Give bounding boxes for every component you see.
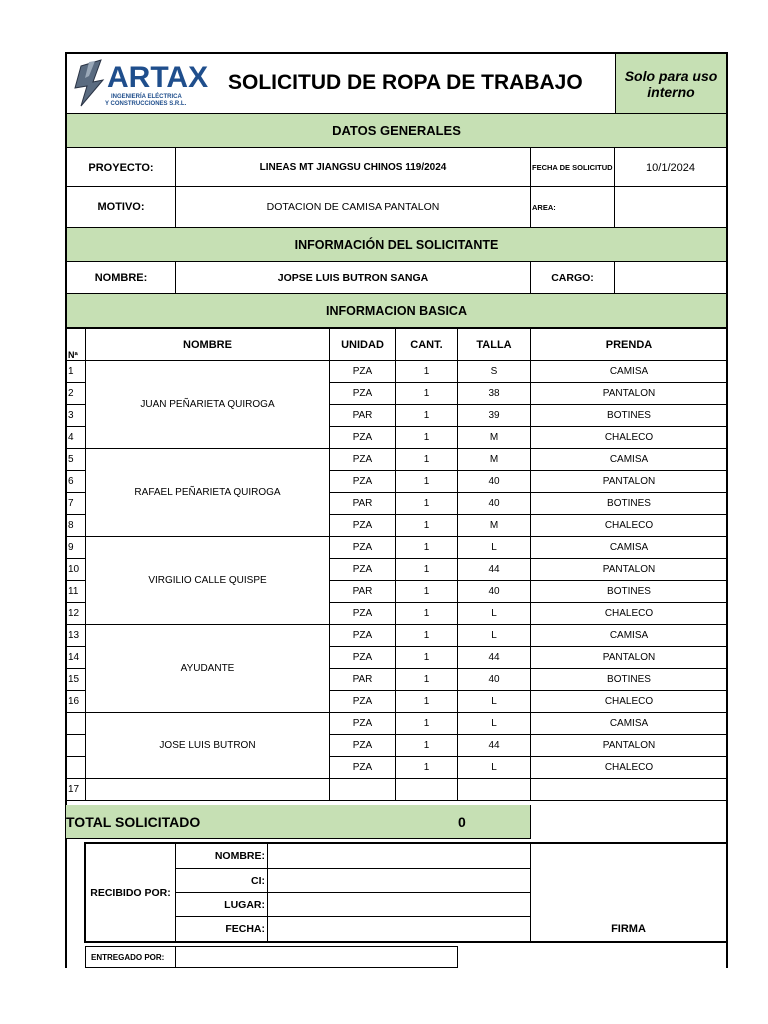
cell-unidad[interactable]: PZA bbox=[330, 515, 396, 537]
internal-use-label: Solo para uso interno bbox=[615, 54, 726, 113]
cell-cant[interactable]: 1 bbox=[396, 735, 458, 757]
cell-talla[interactable]: 44 bbox=[458, 735, 531, 757]
cell-unidad[interactable]: PZA bbox=[330, 757, 396, 779]
table-row bbox=[67, 537, 728, 559]
worker-name[interactable]: JOSE LUIS BUTRON bbox=[86, 713, 330, 779]
cell-cant[interactable]: 1 bbox=[396, 581, 458, 603]
cell-prenda[interactable]: CAMISA bbox=[531, 537, 728, 559]
row-number bbox=[67, 713, 86, 735]
cell-talla[interactable]: M bbox=[458, 449, 531, 471]
cell-cant[interactable] bbox=[396, 779, 458, 801]
cell-talla[interactable]: L bbox=[458, 713, 531, 735]
section-informacion-basica: INFORMACION BASICA bbox=[67, 293, 726, 328]
cell-unidad[interactable]: PZA bbox=[330, 713, 396, 735]
cell-prenda[interactable]: CHALECO bbox=[531, 603, 728, 625]
cell-prenda[interactable]: PANTALON bbox=[531, 647, 728, 669]
cell-talla[interactable]: S bbox=[458, 361, 531, 383]
cell-prenda[interactable]: BOTINES bbox=[531, 405, 728, 427]
cell-talla[interactable]: M bbox=[458, 515, 531, 537]
cell-talla[interactable]: L bbox=[458, 757, 531, 779]
proyecto-value[interactable]: LINEAS MT JIANGSU CHINOS 119/2024 bbox=[176, 148, 531, 187]
cell-prenda[interactable]: CHALECO bbox=[531, 515, 728, 537]
worker-name[interactable] bbox=[86, 779, 330, 801]
proyecto-label: PROYECTO: bbox=[67, 148, 176, 187]
recibido-ci-label: CI: bbox=[176, 869, 268, 893]
col-header-unidad: UNIDAD bbox=[330, 329, 396, 361]
fecha-solicitud-value[interactable]: 10/1/2024 bbox=[646, 161, 695, 174]
cell-unidad[interactable]: PZA bbox=[330, 537, 396, 559]
cell-prenda[interactable]: CAMISA bbox=[531, 361, 728, 383]
cell-unidad[interactable]: PZA bbox=[330, 427, 396, 449]
row-number: 11 bbox=[67, 581, 86, 603]
row-number: 16 bbox=[67, 691, 86, 713]
table-row bbox=[67, 779, 728, 801]
cell-cant[interactable]: 1 bbox=[396, 559, 458, 581]
cell-cant[interactable]: 1 bbox=[396, 405, 458, 427]
worker-name[interactable]: JUAN PEÑARIETA QUIROGA bbox=[86, 361, 330, 449]
cell-unidad[interactable]: PZA bbox=[330, 691, 396, 713]
cargo-value[interactable] bbox=[615, 262, 726, 293]
cell-unidad[interactable]: PZA bbox=[330, 471, 396, 493]
solicitante-nombre-label: NOMBRE: bbox=[67, 262, 176, 293]
cell-unidad[interactable]: PZA bbox=[330, 383, 396, 405]
cell-prenda[interactable]: PANTALON bbox=[531, 735, 728, 757]
col-header-prenda: PRENDA bbox=[531, 329, 728, 361]
area-value[interactable] bbox=[615, 187, 726, 227]
row-number: 3 bbox=[67, 405, 86, 427]
cell-talla[interactable]: M bbox=[458, 427, 531, 449]
motivo-label: MOTIVO: bbox=[67, 187, 176, 227]
cell-cant[interactable]: 1 bbox=[396, 757, 458, 779]
firma-label: FIRMA bbox=[611, 923, 646, 935]
cell-unidad[interactable]: PZA bbox=[330, 603, 396, 625]
cell-cant[interactable]: 1 bbox=[396, 515, 458, 537]
cargo-label: CARGO: bbox=[531, 262, 615, 293]
row-number bbox=[67, 757, 86, 779]
page-title: SOLICITUD DE ROPA DE TRABAJO bbox=[228, 71, 583, 94]
cell-prenda[interactable]: CAMISA bbox=[531, 625, 728, 647]
row-number: 5 bbox=[67, 449, 86, 471]
cell-talla[interactable]: 38 bbox=[458, 383, 531, 405]
company-logo bbox=[67, 54, 212, 112]
cell-cant[interactable]: 1 bbox=[396, 449, 458, 471]
logo-name: ARTAX bbox=[107, 61, 209, 94]
cell-talla[interactable]: 40 bbox=[458, 493, 531, 515]
logo-subtitle-2: Y CONSTRUCCIONES S.R.L. bbox=[105, 101, 187, 107]
cell-talla[interactable] bbox=[458, 779, 531, 801]
section-solicitante: INFORMACIÓN DEL SOLICITANTE bbox=[67, 227, 726, 262]
table-row bbox=[67, 449, 728, 471]
cell-talla[interactable]: L bbox=[458, 625, 531, 647]
cell-unidad[interactable] bbox=[330, 779, 396, 801]
table-row bbox=[67, 713, 728, 735]
cell-talla[interactable]: 44 bbox=[458, 559, 531, 581]
solicitante-nombre-value[interactable]: JOPSE LUIS BUTRON SANGA bbox=[176, 262, 531, 293]
cell-cant[interactable]: 1 bbox=[396, 537, 458, 559]
row-number: 1 bbox=[67, 361, 86, 383]
entregado-field[interactable] bbox=[175, 946, 458, 968]
row-number bbox=[67, 735, 86, 757]
table-row bbox=[67, 625, 728, 647]
cell-cant[interactable]: 1 bbox=[396, 669, 458, 691]
cell-prenda[interactable]: CAMISA bbox=[531, 449, 728, 471]
row-number: 10 bbox=[67, 559, 86, 581]
cell-talla[interactable]: 40 bbox=[458, 581, 531, 603]
cell-cant[interactable]: 1 bbox=[396, 691, 458, 713]
cell-cant[interactable]: 1 bbox=[396, 427, 458, 449]
worker-name[interactable]: VIRGILIO CALLE QUISPE bbox=[86, 537, 330, 625]
cell-unidad[interactable]: PZA bbox=[330, 559, 396, 581]
recibido-fecha-field[interactable] bbox=[268, 917, 531, 941]
cell-cant[interactable]: 1 bbox=[396, 713, 458, 735]
col-header-nombre: NOMBRE bbox=[86, 329, 330, 361]
worker-name[interactable]: AYUDANTE bbox=[86, 625, 330, 713]
cell-cant[interactable]: 1 bbox=[396, 493, 458, 515]
row-number: 9 bbox=[67, 537, 86, 559]
items-table bbox=[66, 328, 728, 801]
cell-prenda[interactable]: CHALECO bbox=[531, 691, 728, 713]
cell-cant[interactable]: 1 bbox=[396, 471, 458, 493]
table-header-row bbox=[67, 329, 728, 361]
entregado-label: ENTREGADO POR: bbox=[85, 946, 176, 968]
cell-talla[interactable]: 39 bbox=[458, 405, 531, 427]
col-header-cant: CANT. bbox=[396, 329, 458, 361]
recibido-label: RECIBIDO POR: bbox=[86, 844, 176, 941]
recibido-nombre-field[interactable] bbox=[268, 844, 531, 869]
col-header-numero: Nª bbox=[67, 329, 86, 361]
row-number: 15 bbox=[67, 669, 86, 691]
cell-prenda[interactable]: CHALECO bbox=[531, 757, 728, 779]
fecha-solicitud-label: FECHA DE SOLICITUD bbox=[531, 148, 615, 187]
motivo-value[interactable]: DOTACION DE CAMISA PANTALON bbox=[176, 187, 531, 227]
table-row bbox=[67, 361, 728, 383]
worker-name[interactable]: RAFAEL PEÑARIETA QUIROGA bbox=[86, 449, 330, 537]
cell-unidad[interactable]: PAR bbox=[330, 405, 396, 427]
col-header-talla: TALLA bbox=[458, 329, 531, 361]
cell-unidad[interactable]: PAR bbox=[330, 669, 396, 691]
cell-prenda[interactable]: BOTINES bbox=[531, 669, 728, 691]
row-number: 8 bbox=[67, 515, 86, 537]
cell-prenda[interactable]: BOTINES bbox=[531, 581, 728, 603]
row-number: 6 bbox=[67, 471, 86, 493]
row-number: 17 bbox=[67, 779, 86, 801]
row-number: 13 bbox=[67, 625, 86, 647]
row-number: 14 bbox=[67, 647, 86, 669]
firma-field[interactable] bbox=[531, 844, 726, 916]
cell-prenda[interactable]: PANTALON bbox=[531, 559, 728, 581]
cell-talla[interactable]: L bbox=[458, 603, 531, 625]
recibido-lugar-field[interactable] bbox=[268, 893, 531, 917]
cell-unidad[interactable]: PAR bbox=[330, 581, 396, 603]
cell-unidad[interactable]: PZA bbox=[330, 625, 396, 647]
row-number: 4 bbox=[67, 427, 86, 449]
cell-prenda[interactable]: BOTINES bbox=[531, 493, 728, 515]
cell-prenda[interactable] bbox=[531, 779, 728, 801]
cell-cant[interactable]: 1 bbox=[396, 603, 458, 625]
cell-cant[interactable]: 1 bbox=[396, 647, 458, 669]
cell-talla[interactable]: L bbox=[458, 537, 531, 559]
cell-talla[interactable]: 44 bbox=[458, 647, 531, 669]
recibido-nombre-label: NOMBRE: bbox=[176, 844, 268, 869]
row-number: 12 bbox=[67, 603, 86, 625]
cell-cant[interactable]: 1 bbox=[396, 383, 458, 405]
area-label: AREA: bbox=[531, 187, 615, 227]
total-value: 0 bbox=[458, 805, 531, 839]
cell-unidad[interactable]: PZA bbox=[330, 735, 396, 757]
recibido-lugar-label: LUGAR: bbox=[176, 893, 268, 917]
cell-talla[interactable]: L bbox=[458, 691, 531, 713]
total-label: TOTAL SOLICITADO bbox=[66, 805, 458, 839]
cell-unidad[interactable]: PZA bbox=[330, 361, 396, 383]
logo-subtitle-1: INGENIERÍA ELÉCTRICA bbox=[111, 94, 182, 100]
cell-unidad[interactable]: PZA bbox=[330, 647, 396, 669]
section-datos-generales: DATOS GENERALES bbox=[67, 113, 726, 148]
cell-cant[interactable]: 1 bbox=[396, 625, 458, 647]
cell-unidad[interactable]: PZA bbox=[330, 449, 396, 471]
cell-prenda[interactable]: PANTALON bbox=[531, 471, 728, 493]
cell-talla[interactable]: 40 bbox=[458, 471, 531, 493]
cell-prenda[interactable]: CAMISA bbox=[531, 713, 728, 735]
cell-prenda[interactable]: CHALECO bbox=[531, 427, 728, 449]
row-number: 7 bbox=[67, 493, 86, 515]
cell-cant[interactable]: 1 bbox=[396, 361, 458, 383]
cell-unidad[interactable]: PAR bbox=[330, 493, 396, 515]
cell-prenda[interactable]: PANTALON bbox=[531, 383, 728, 405]
row-number: 2 bbox=[67, 383, 86, 405]
recibido-ci-field[interactable] bbox=[268, 869, 531, 893]
cell-talla[interactable]: 40 bbox=[458, 669, 531, 691]
recibido-fecha-label: FECHA: bbox=[176, 917, 268, 941]
